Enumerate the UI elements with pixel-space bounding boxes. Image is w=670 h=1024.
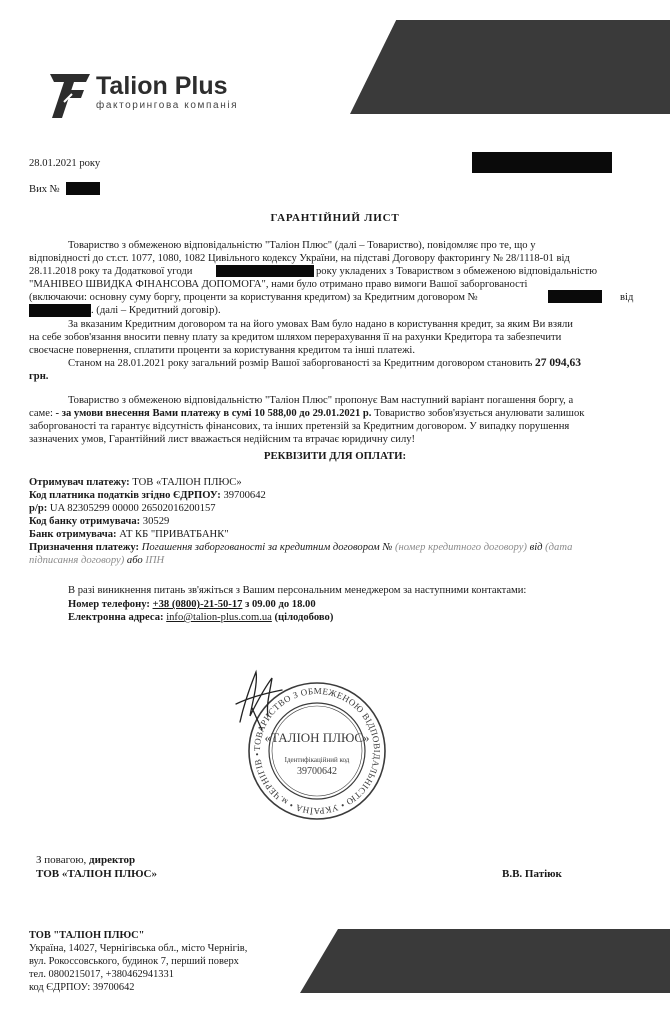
footer-code: код ЄДРПОУ: 39700642	[29, 982, 135, 993]
p3-currency: грн.	[29, 371, 49, 382]
regards-row	[36, 854, 135, 867]
bank-value: АТ КБ "ПРИВАТБАНК"	[119, 529, 229, 540]
p2-line3: своєчасне повернення, сплатити проценти за користування кредитом та інші платежі.	[29, 345, 416, 356]
p4-line1: Товариство з обмеженою відповідальністю "Таліон Плюс" пропонує Вам наступний варіант погашення боргу, а	[68, 395, 574, 406]
purpose-contract-placeholder: (номер кредитного договору)	[394, 542, 527, 553]
recipient-row	[29, 476, 242, 489]
footer-company: ТОВ "ТАЛІОН ПЛЮС"	[29, 930, 145, 941]
account-value: UA 82305299 00000 26502016200157	[49, 503, 216, 514]
stamp-center-code: 39700642	[297, 766, 337, 777]
p1-line5a: (включаючи: основну суму боргу, проценти за користування кредитом) за Кредитним договором №	[29, 292, 478, 303]
phone-link[interactable]: +38 (0800)-21-50-17	[152, 599, 243, 610]
p1-line3a: 28.11.2018 року та Додаткової угоди	[29, 266, 193, 277]
logo-subtitle: факторингова компанія	[96, 100, 239, 111]
email-label: Електронна адреса:	[68, 612, 164, 623]
header-band	[350, 20, 670, 114]
p2-line2: на себе зобов'язання вносити певну плату за кредитом шляхом перерахування її на рахунки Кредитора та забезпечити	[29, 332, 562, 343]
stamp-center-name: «ТАЛІОН ПЛЮС»	[264, 730, 370, 745]
footer-band	[300, 929, 670, 993]
redacted-contract-date	[29, 304, 91, 317]
p1-line1: Товариство з обмеженою відповідальністю "Таліон Плюс" (далі – Товариство), повідомляє про те, що у	[68, 240, 536, 251]
p4-continuation: Товариство зобов'язується анулювати залишок	[374, 408, 585, 419]
p4-same: саме:	[29, 408, 53, 419]
purpose-label: Призначення платежу:	[29, 542, 140, 553]
purpose-row-2	[29, 554, 164, 567]
p1-line4: "МАНІВЕО ШВИДКА ФІНАНСОВА ДОПОМОГА", нами було отримано право вимоги Вашої заборгованості	[29, 279, 528, 290]
out-number-label: Вих №	[29, 184, 60, 195]
signatory-name: В.В. Патіюк	[502, 868, 562, 880]
phone-label: Номер телефону:	[68, 599, 150, 610]
p4-line3: заборгованості та гарантує відсутність фінансових, та інших претензій за Кредитним договором. У випадку порушення	[29, 421, 570, 432]
p1-line3b: року укладених з Товариством з обмеженою відповідальністю	[316, 266, 598, 277]
bank-code-value: 30529	[142, 516, 170, 527]
debt-amount: 27 094,63	[534, 357, 581, 369]
tax-code-value: 39700642	[223, 490, 266, 501]
phone-row	[68, 598, 316, 611]
bank-code-row	[29, 515, 169, 528]
company-logo	[48, 70, 92, 127]
p1-line5b: від	[620, 292, 634, 303]
position-text: директор	[89, 854, 136, 866]
contacts-intro: В разі виникнення питань зв'яжіться з Вашим персональним менеджером за наступними контактами:	[68, 585, 527, 596]
bank-code-label: Код банку отримувача:	[29, 516, 141, 527]
purpose-row	[29, 541, 572, 554]
redacted-recipient	[472, 152, 612, 173]
phone-hours: з 09.00 до 18.00	[245, 599, 316, 610]
logo-mark-icon	[48, 70, 92, 122]
purpose-from: від	[529, 542, 543, 553]
footer-address-2: вул. Рокоссовського, будинок 7, перший поверх	[29, 956, 239, 967]
stamp-center-sub: Ідентифікаційний код	[284, 756, 350, 764]
regards-text: З повагою,	[36, 854, 87, 866]
purpose-inn-placeholder: ІПН	[145, 555, 165, 566]
stamp-ring-text: ТОВАРИСТВО З ОБМЕЖЕНОЮ ВІДПОВІДАЛЬНІСТЮ • УКРАЇНА • м.ЧЕРНІГІВ •	[251, 685, 383, 817]
p4-line4: зазначених умов, Гарантійний лист вважається недійсним та втрачає юридичну силу!	[29, 434, 416, 445]
p1-line6: . (далі – Кредитний договір).	[91, 305, 221, 316]
bank-row	[29, 528, 229, 541]
footer-address-1: Україна, 14027, Чернігівська обл., місто Чернігів,	[29, 943, 248, 954]
p1-line2: відповідності до ст.ст. 1077, 1080, 1082 Цивільного кодексу України, на підставі Договору факторингу № 28/1118-01 від	[29, 253, 570, 264]
footer-phones: тел. 0800215017, +380462941331	[29, 969, 174, 980]
redacted-out-number	[66, 182, 100, 195]
purpose-date-placeholder: (дата	[545, 542, 573, 553]
tax-code-row	[29, 489, 266, 502]
letter-date: 28.01.2021 року	[29, 158, 101, 169]
email-row	[68, 611, 333, 624]
bank-label: Банк отримувача:	[29, 529, 117, 540]
requisites-title: РЕКВІЗИТИ ДЛЯ ОПЛАТИ:	[263, 450, 407, 462]
account-label: р/р:	[29, 503, 48, 514]
email-hours: (цілодобово)	[274, 612, 334, 623]
account-row	[29, 502, 216, 515]
redacted-contract-number	[548, 290, 602, 303]
p3-line1	[68, 357, 581, 370]
recipient-value: ТОВ «ТАЛІОН ПЛЮС»	[132, 477, 242, 488]
purpose-or: або	[126, 555, 143, 566]
p4-line2	[29, 407, 584, 420]
redacted-agreement	[216, 265, 314, 277]
payment-condition: - за умови внесення Вами платежу в сумі 10 588,00 до 29.01.2021 р.	[55, 408, 372, 419]
purpose-text: Погашення заборгованості за кредитним договором №	[141, 542, 393, 553]
signature-icon	[222, 664, 292, 734]
tax-code-label: Код платника податків згідно ЄДРПОУ:	[29, 490, 221, 501]
logo-name: Talion Plus	[96, 72, 228, 100]
signoff-company: ТОВ «ТАЛІОН ПЛЮС»	[36, 868, 157, 880]
purpose-date-placeholder-2: підписання договору)	[29, 555, 125, 566]
letter-title: ГАРАНТІЙНИЙ ЛИСТ	[270, 212, 400, 224]
p3-text: Станом на 28.01.2021 року загальний розмір Вашої заборгованості за Кредитним договором становить	[68, 358, 533, 369]
p2-line1: За вказаним Кредитним договором та на його умовах Вам було надано в користування кредит, за яким Ви взяли	[68, 319, 573, 330]
recipient-label: Отримувач платежу:	[29, 477, 130, 488]
email-link[interactable]: info@talion-plus.com.ua	[166, 612, 272, 623]
